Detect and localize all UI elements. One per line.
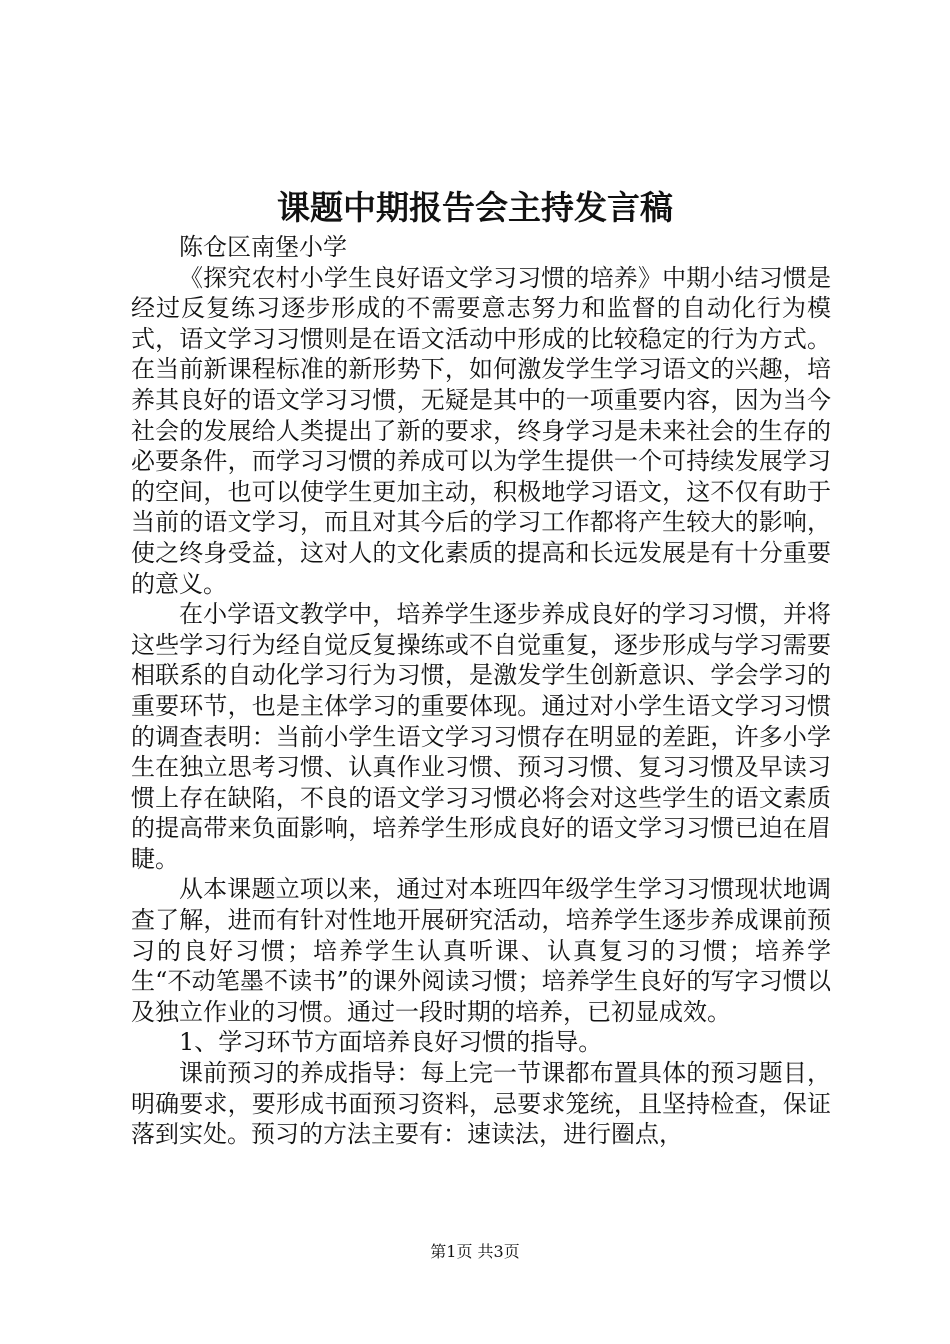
page-title: 课题中期报告会主持发言稿 xyxy=(277,188,673,227)
paragraph-3: 从本课题立项以来，通过对本班四年级学生学习习惯现状地调查了解，进而有针对性地开展研究活动，培养学生逐步养成课前预习的良好习惯；培养学生认真听课、认真复习的习惯；培养学生“不动笔墨不读书”的课外阅读习惯；培养学生良好的写字习惯以及独立作业的习惯。通过一段时期的培养，已初显成效。 xyxy=(131,875,831,1026)
author-line: 陈仓区南堡小学 xyxy=(179,233,347,261)
paragraph-5: 课前预习的养成指导：每上完一节课都布置具体的预习题目，明确要求，要形成书面预习资料，忌要求笼统，且坚持检查，保证落到实处。预习的方法主要有：速读法，进行圈点， xyxy=(131,1059,831,1149)
document-body xyxy=(131,232,831,1150)
page-number-footer: 第1页 共3页 xyxy=(430,1242,520,1261)
paragraph-4-heading: 1、学习环节方面培养良好习惯的指导。 xyxy=(179,1028,603,1057)
paragraph-1: 《探究农村小学生良好语文学习习惯的培养》中期小结习惯是经过反复练习逐步形成的不需要意志努力和监督的自动化行为模式，语文学习习惯则是在语文活动中形成的比较稳定的行为方式。在当前新课程标准的新形势下，如何激发学生学习语文的兴趣，培养其良好的语文学习习惯，无疑是其中的一项重要内容，因为当今社会的发展给人类提出了新的要求，终身学习是未来社会的生存的必要条件，而学习习惯的养成可以为学生提供一个可持续发展学习的空间，也可以使学生更加主动，积极地学习语文，这不仅有助于当前的语文学习，而且对其今后的学习工作都将产生较大的影响，使之终身受益，这对人的文化素质的提高和长远发展是有十分重要的意义。 xyxy=(131,263,831,598)
paragraph-2: 在小学语文教学中，培养学生逐步养成良好的学习习惯，并将这些学习行为经自觉反复操练或不自觉重复，逐步形成与学习需要相联系的自动化学习行为习惯，是激发学生创新意识、学会学习的重要环节，也是主体学习的重要体现。通过对小学生语文学习习惯的调查表明：当前小学生语文学习习惯存在明显的差距，许多小学生在独立思考习惯、认真作业习惯、预习习惯、复习习惯及早读习惯上存在缺陷，不良的语文学习习惯必将会对这些学生的语文素质的提高带来负面影响，培养学生形成良好的语文学习习惯已迫在眉睫。 xyxy=(131,600,831,873)
